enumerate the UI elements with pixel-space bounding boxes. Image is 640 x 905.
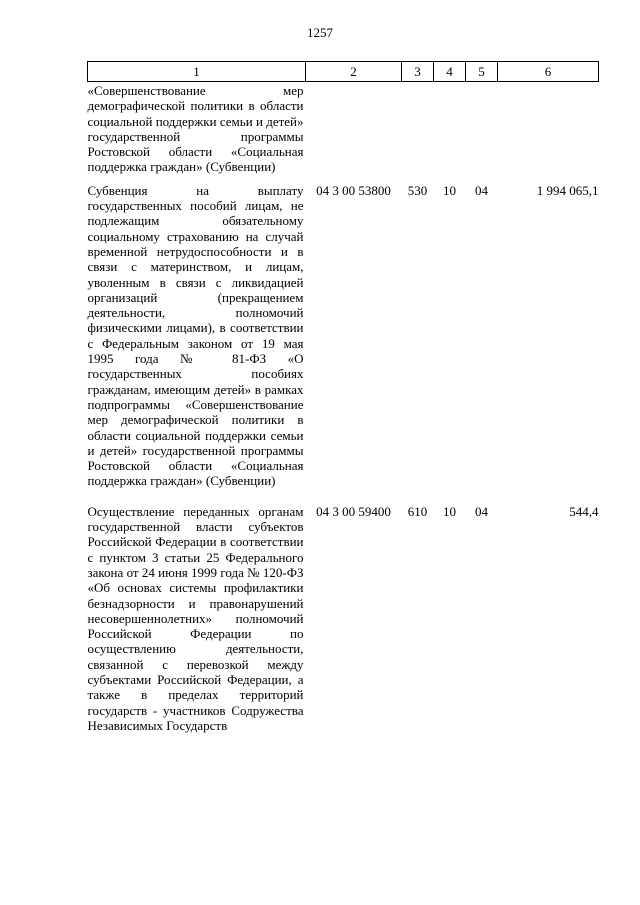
row-col4 [434, 82, 466, 183]
row-amount [498, 82, 599, 183]
row-description: Субвенция на выплату государственных пособий лицам, не подлежащим обязательному социальному страхованию на случай временной нетрудоспособности и в связи с материнством, и лицам, уволенным в связи с ликвидацией организаций (прекращением деятельности, полномочий физическими лицами), в соответствии с Федеральным законом от 19 мая 1995 года № 81-ФЗ «О государственных пособиях гражданам, имеющим детей» в рамках подпрограммы «Совершенствование мер демографической политики в области социальной поддержки семьи и детей» государственной программы Ростовской области «Социальная поддержка граждан» (Субвенции) [87, 182, 304, 489]
row-code [306, 82, 402, 183]
row-col5: 04 [475, 182, 488, 198]
row-col4: 10 [443, 182, 456, 198]
row-code: 04 3 00 53800 [316, 182, 391, 198]
header-cell-1: 1 [88, 62, 306, 82]
row-col5: 04 [475, 503, 488, 519]
row-col3: 530 [407, 182, 428, 198]
budget-table [87, 61, 599, 733]
row-col3: 610 [407, 503, 428, 519]
row-amount: 1 994 065,1 [536, 182, 599, 198]
table-row [88, 82, 599, 183]
header-cell-6: 6 [498, 62, 599, 82]
header-cell-5: 5 [466, 62, 498, 82]
row-description: Осуществление переданных органам государственной власти субъектов Российской Федерации в соответствии с пунктом 3 статьи 25 Федерального закона от 24 июня 1999 года № 120-ФЗ «Об основах системы профилактики безнадзорности и правонарушений несовершеннолетних» полномочий Российской Федерации по осуществлению деятельности, связанной с перевозкой между субъектами Российской Федерации, а также в пределах территорий государств - участников Содружества Независимых Государств [87, 503, 304, 733]
row-code: 04 3 00 59400 [316, 503, 391, 519]
page-number: 1257 [307, 25, 333, 40]
row-col5 [466, 82, 498, 183]
row-col4: 10 [443, 503, 456, 519]
table-header-row [88, 62, 599, 82]
row-description: «Совершенствование мер демографической политики в области социальной поддержки семьи и детей» государственной программы Ростовской области «Социальная поддержка граждан» (Субвенции) [87, 83, 304, 175]
table-row [88, 504, 599, 733]
table-row [88, 183, 599, 504]
row-col3 [402, 82, 434, 183]
header-cell-4: 4 [434, 62, 466, 82]
row-amount: 544,4 [569, 503, 599, 519]
header-cell-2: 2 [306, 62, 402, 82]
header-cell-3: 3 [402, 62, 434, 82]
